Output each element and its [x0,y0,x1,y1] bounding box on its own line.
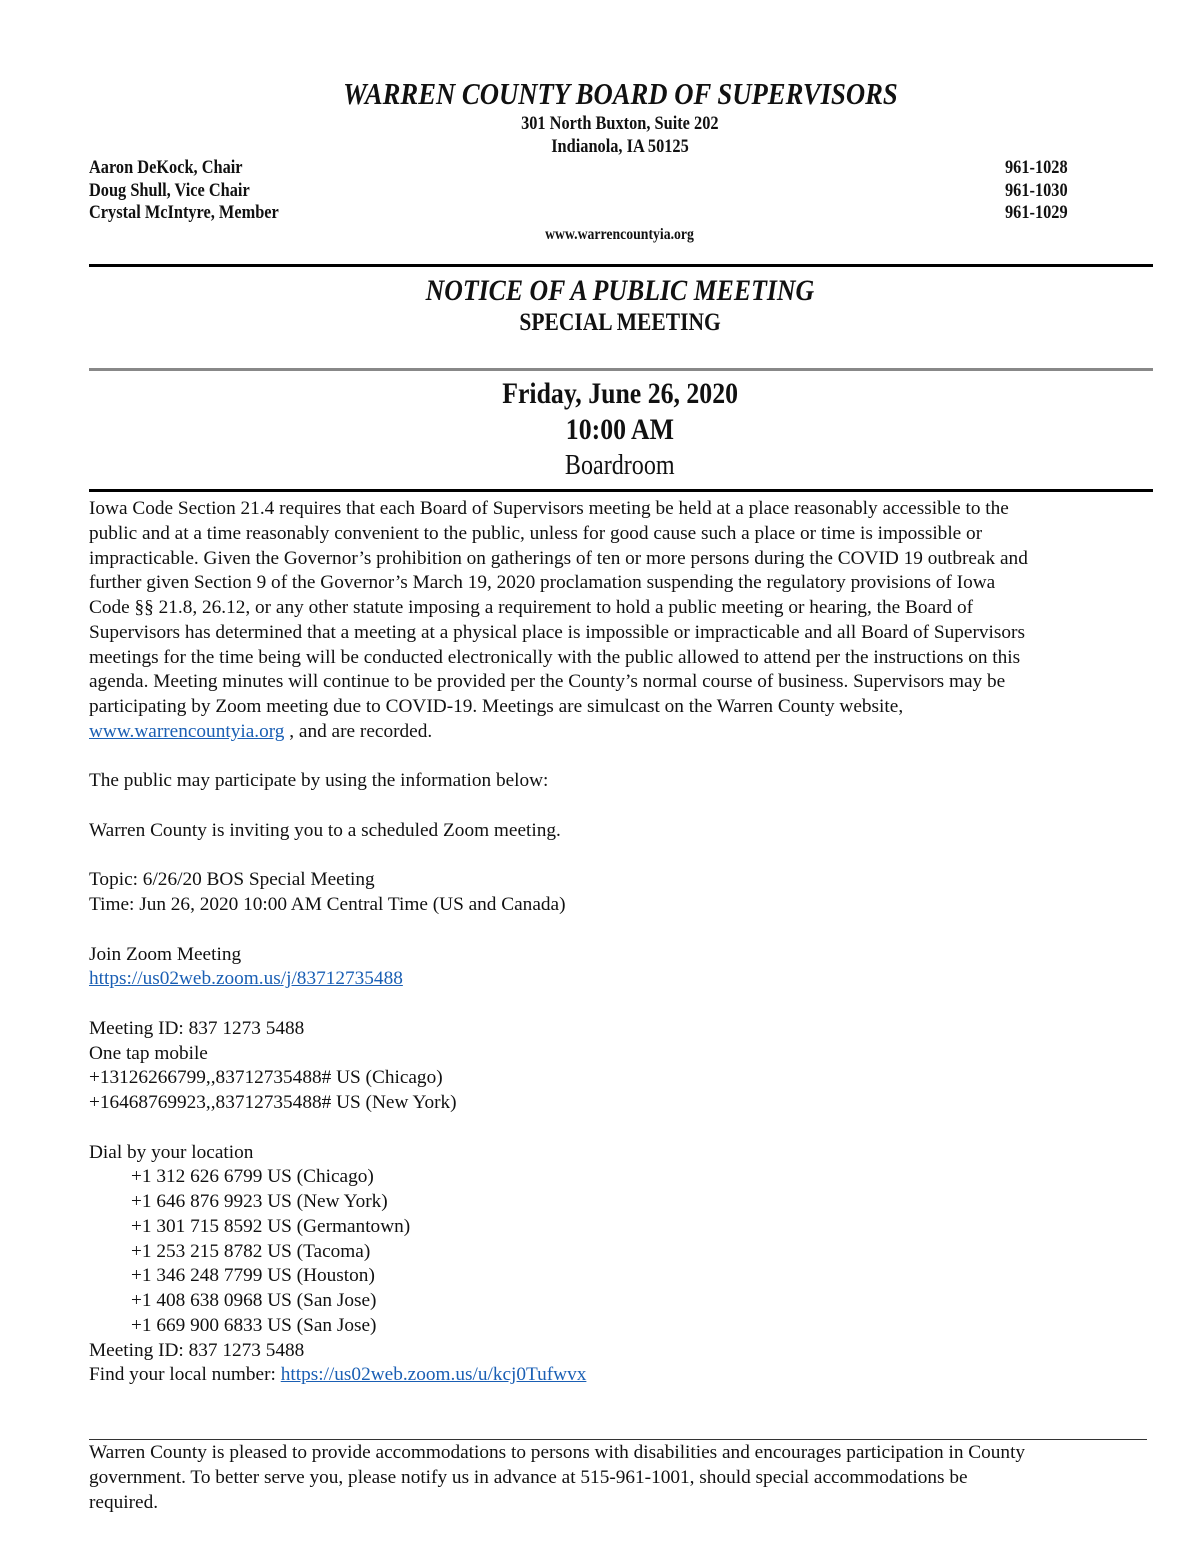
website-link[interactable]: www.warrencountyia.org [89,720,285,742]
address-line-1: 301 North Buxton, Suite 202 [521,113,719,134]
member-name: Aaron DeKock, Chair [89,157,243,178]
paragraph-line: participating by Zoom meeting due to COVID-19. Meetings are simulcast on the Warren County website, [89,696,904,717]
participate-text: The public may participate by using the information below: [89,770,549,792]
paragraph-line: Code §§ 21.8, 26.12, or any other statute imposing a requirement to hold a public meeting or hearing, the Board of [89,597,974,618]
one-tap-label: One tap mobile [89,1042,208,1064]
paragraph-line: meetings for the time being will be conducted electronically with the public allowed to attend per the instructions on this [89,646,1021,668]
member-phone: 961-1030 [1005,179,1068,201]
board-title: WARREN COUNTY BOARD OF SUPERVISORS [342,76,898,111]
dial-label: Dial by your location [89,1141,254,1163]
dial-number: +1 669 900 6833 US (San Jose) [131,1314,377,1336]
address [0,113,1200,158]
members-list [89,157,310,225]
header-website: www.warrencountyia.org [545,226,695,243]
footer-line: required. [89,1491,159,1513]
meeting-id: Meeting ID: 837 1273 5488 [89,1017,305,1039]
divider [89,368,1153,371]
paragraph-end: , and are recorded. [284,720,433,742]
dial-number: +1 301 715 8592 US (Germantown) [131,1215,411,1237]
divider [89,489,1153,492]
meeting-id: Meeting ID: 837 1273 5488 [89,1339,305,1361]
member-phones [1005,157,1078,225]
meeting-topic: Topic: 6/26/20 BOS Special Meeting [89,869,375,891]
member-name: Doug Shull, Vice Chair [89,179,250,201]
invite-text: Warren County is inviting you to a scheduled Zoom meeting. [89,819,561,841]
member-name: Crystal McIntyre, Member [89,202,279,223]
dial-number: +1 253 215 8782 US (Tacoma) [131,1240,371,1262]
footer-line: government. To better serve you, please notify us in advance at 515-961-1001, should special accommodations be [89,1466,968,1488]
paragraph-line: Iowa Code Section 21.4 requires that each Board of Supervisors meeting be held at a place reasonably accessible to the [89,498,1009,519]
member-phone: 961-1029 [1005,202,1068,223]
notice-body [89,497,1159,1388]
dial-number: +1 646 876 9923 US (New York) [131,1191,388,1212]
member-phone: 961-1028 [1005,157,1068,178]
meeting-date: Friday, June 26, 2020 [502,377,738,410]
dial-number: +1 346 248 7799 US (Houston) [131,1265,375,1287]
meeting-location: Boardroom [565,450,675,481]
paragraph-line: impracticable. Given the Governor’s prohibition on gatherings of ten or more persons during the COVID 19 outbreak and [89,547,1028,569]
footer-line: Warren County is pleased to provide accommodations to persons with disabilities and encourages participation in County [89,1442,1026,1463]
tap-number: +13126266799,,83712735488# US (Chicago) [89,1067,443,1089]
join-label: Join Zoom Meeting [89,943,242,965]
find-local-number-link[interactable]: https://us02web.zoom.us/u/kcj0Tufwvx [280,1364,587,1386]
paragraph-line: agenda. Meeting minutes will continue to be provided per the County’s normal course of business. Supervisors may be [89,671,1006,693]
meeting-type: SPECIAL MEETING [519,309,721,336]
dial-number: +1 408 638 0968 US (San Jose) [131,1290,377,1311]
paragraph-line: public and at a time reasonably convenient to the public, unless for good cause such a place or time is impossible or [89,522,983,544]
tap-number: +16468769923,,83712735488# US (New York) [89,1092,457,1113]
notice-title: NOTICE OF A PUBLIC MEETING [425,274,815,307]
find-number-label: Find your local number: [89,1364,281,1386]
join-zoom-link[interactable]: https://us02web.zoom.us/j/83712735488 [89,968,403,990]
paragraph-line: further given Section 9 of the Governor’s March 19, 2020 proclamation suspending the regulatory provisions of Iowa [89,572,996,594]
footer-divider [89,1439,1147,1440]
divider [89,264,1153,267]
meeting-time: 10:00 AM [565,413,675,446]
address-line-2: Indianola, IA 50125 [551,135,689,157]
dial-number: +1 312 626 6799 US (Chicago) [131,1166,374,1188]
accommodations-footer [89,1441,1025,1515]
meeting-time-detail: Time: Jun 26, 2020 10:00 AM Central Time (US and Canada) [89,894,566,915]
paragraph-line: Supervisors has determined that a meeting at a physical place is impossible or impracticable and all Board of Supervisors [89,621,1025,643]
